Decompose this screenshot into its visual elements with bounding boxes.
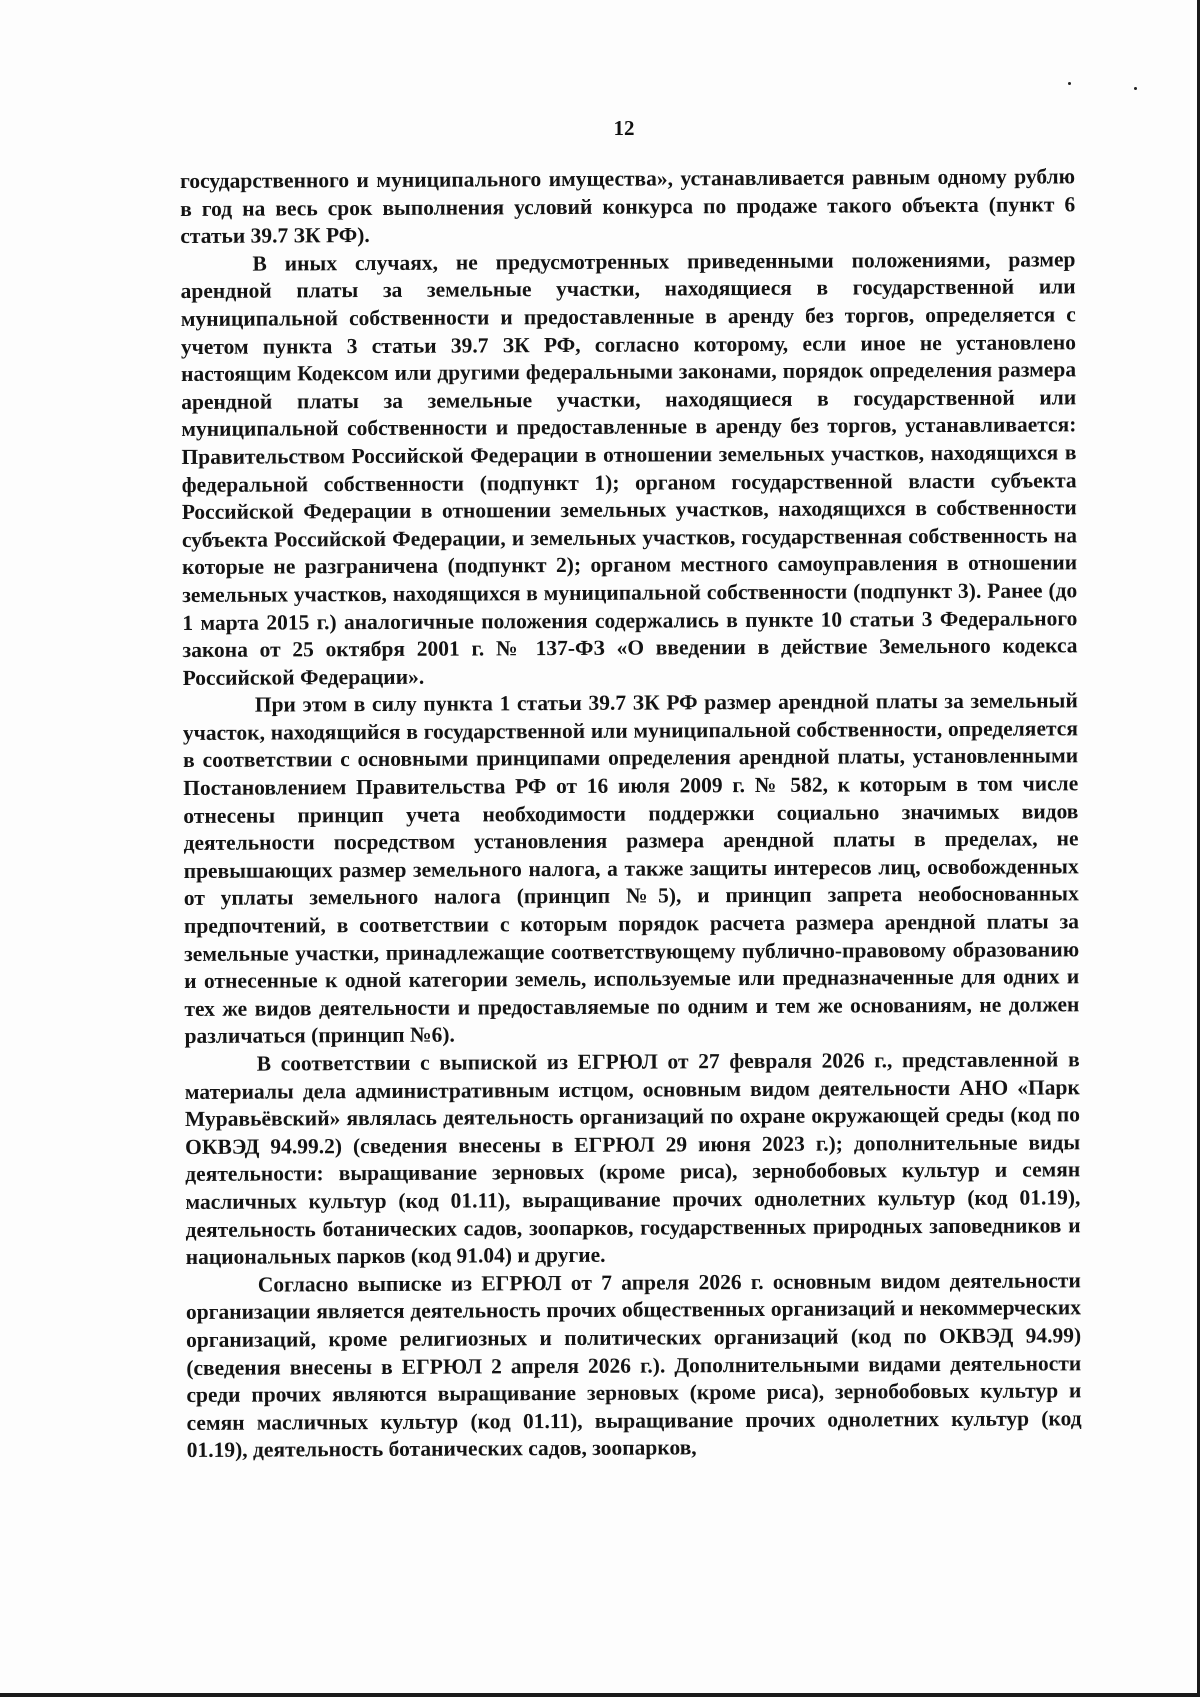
scan-border-bottom bbox=[0, 1693, 1200, 1697]
paragraph: В соответствии с выпиской из ЕГРЮЛ от 27 февраля 2026 г., представленной в материалы дела административным истцом, основным видом деятельности АНО «Парк Муравьёвский» являлась деятельность организаций по охране окружающей среды (код по ОКВЭД 94.99.2) (сведения внесены в ЕГРЮЛ 29 июня 2023 г.); дополнительные виды деятельности: выращивание зерновых (кроме риса), зернобобовых культур и семян масличных культур (код 01.11), выращивание прочих однолетних культур (код 01.19), деятельность ботанических садов, зоопарков, государственных природных заповедников и национальных парков (код 91.04) и другие. bbox=[184, 1047, 1081, 1270]
document-body bbox=[180, 163, 1082, 1465]
paragraph: При этом в силу пункта 1 статьи 39.7 ЗК РФ размер арендной платы за земельный участок, находящийся в государственной или муниципальной собственности, определяется в соответствии с основными принципами определения арендной платы, установленными Постановлением Правительства РФ от 16 июля 2009 г. № 582, к которым в том числе отнесены принцип учета необходимости поддержки социально значимых видов деятельности посредством установления размера арендной платы в пределах, не превышающих размер земельного налога, а также защиты интересов лиц, освобожденных от уплаты земельного налога (принцип №5), и принцип запрета необоснованных предпочтений, в соответствии с которым порядок расчета размера арендной платы за земельные участки, принадлежащие соответствующему публично-правовому образованию и отнесенные к одной категории земель, используемые или предназначенные для одних и тех же видов деятельности и предоставляемые по одним и тем же основаниям, не должен различаться (принцип №6). bbox=[182, 688, 1080, 1049]
paragraph: Согласно выписке из ЕГРЮЛ от 7 апреля 2026 г. основным видом деятельности организации является деятельность прочих общественных организаций и некоммерческих организаций, кроме религиозных и политических организаций (код по ОКВЭД 94.99) (сведения внесены в ЕГРЮЛ 2 апреля 2026 г.). Дополнительными видами деятельности среди прочих являются выращивание зерновых (кроме риса), зернобобовых культур и семян масличных культур (код 01.11), выращивание прочих однолетних культур (код 01.19), деятельность ботанических садов, зоопарков, bbox=[185, 1268, 1082, 1463]
scan-speck bbox=[1068, 82, 1071, 85]
page-number: 12 bbox=[613, 116, 635, 140]
scan-speck bbox=[1134, 87, 1137, 90]
paragraph-continuation: государственного и муниципального имущества», устанавливается равным одному рублю в год на весь срок выполнения условий конкурса по продаже такого объекта (пункт 6 статьи 39.7 ЗК РФ). bbox=[180, 164, 1076, 249]
paragraph: В иных случаях, не предусмотренных приведенными положениями, размер арендной платы за земельные участки, находящиеся в государственной или муниципальной собственности и предоставленные в аренду без торгов, определяется с учетом пункта 3 статьи 39.7 ЗК РФ, согласно которому, если иное не установлено настоящим Кодексом или другими федеральными законами, порядок определения размера арендной платы за земельные участки, находящиеся в государственной или муниципальной собственности и предоставленные в аренду без торгов, устанавливается: Правительством Российской Федерации в отношении земельных участков, находящихся в федеральной собственности (подпункт 1); органом государственной власти субъекта Российской Федерации в отношении земельных участков, находящихся в собственности субъекта Российской Федерации, и земельных участков, государственная собственность на которые не разграничена (подпункт 2); органом местного самоуправления в отношении земельных участков, находящихся в муниципальной собственности (подпункт 3). Ранее (до 1 марта 2015 г.) аналогичные положения содержались в пункте 10 статьи 3 Федерального закона от 25 октября 2001 г. № 137-ФЗ «О введении в действие Земельного кодекса Российской Федерации». bbox=[180, 247, 1078, 690]
